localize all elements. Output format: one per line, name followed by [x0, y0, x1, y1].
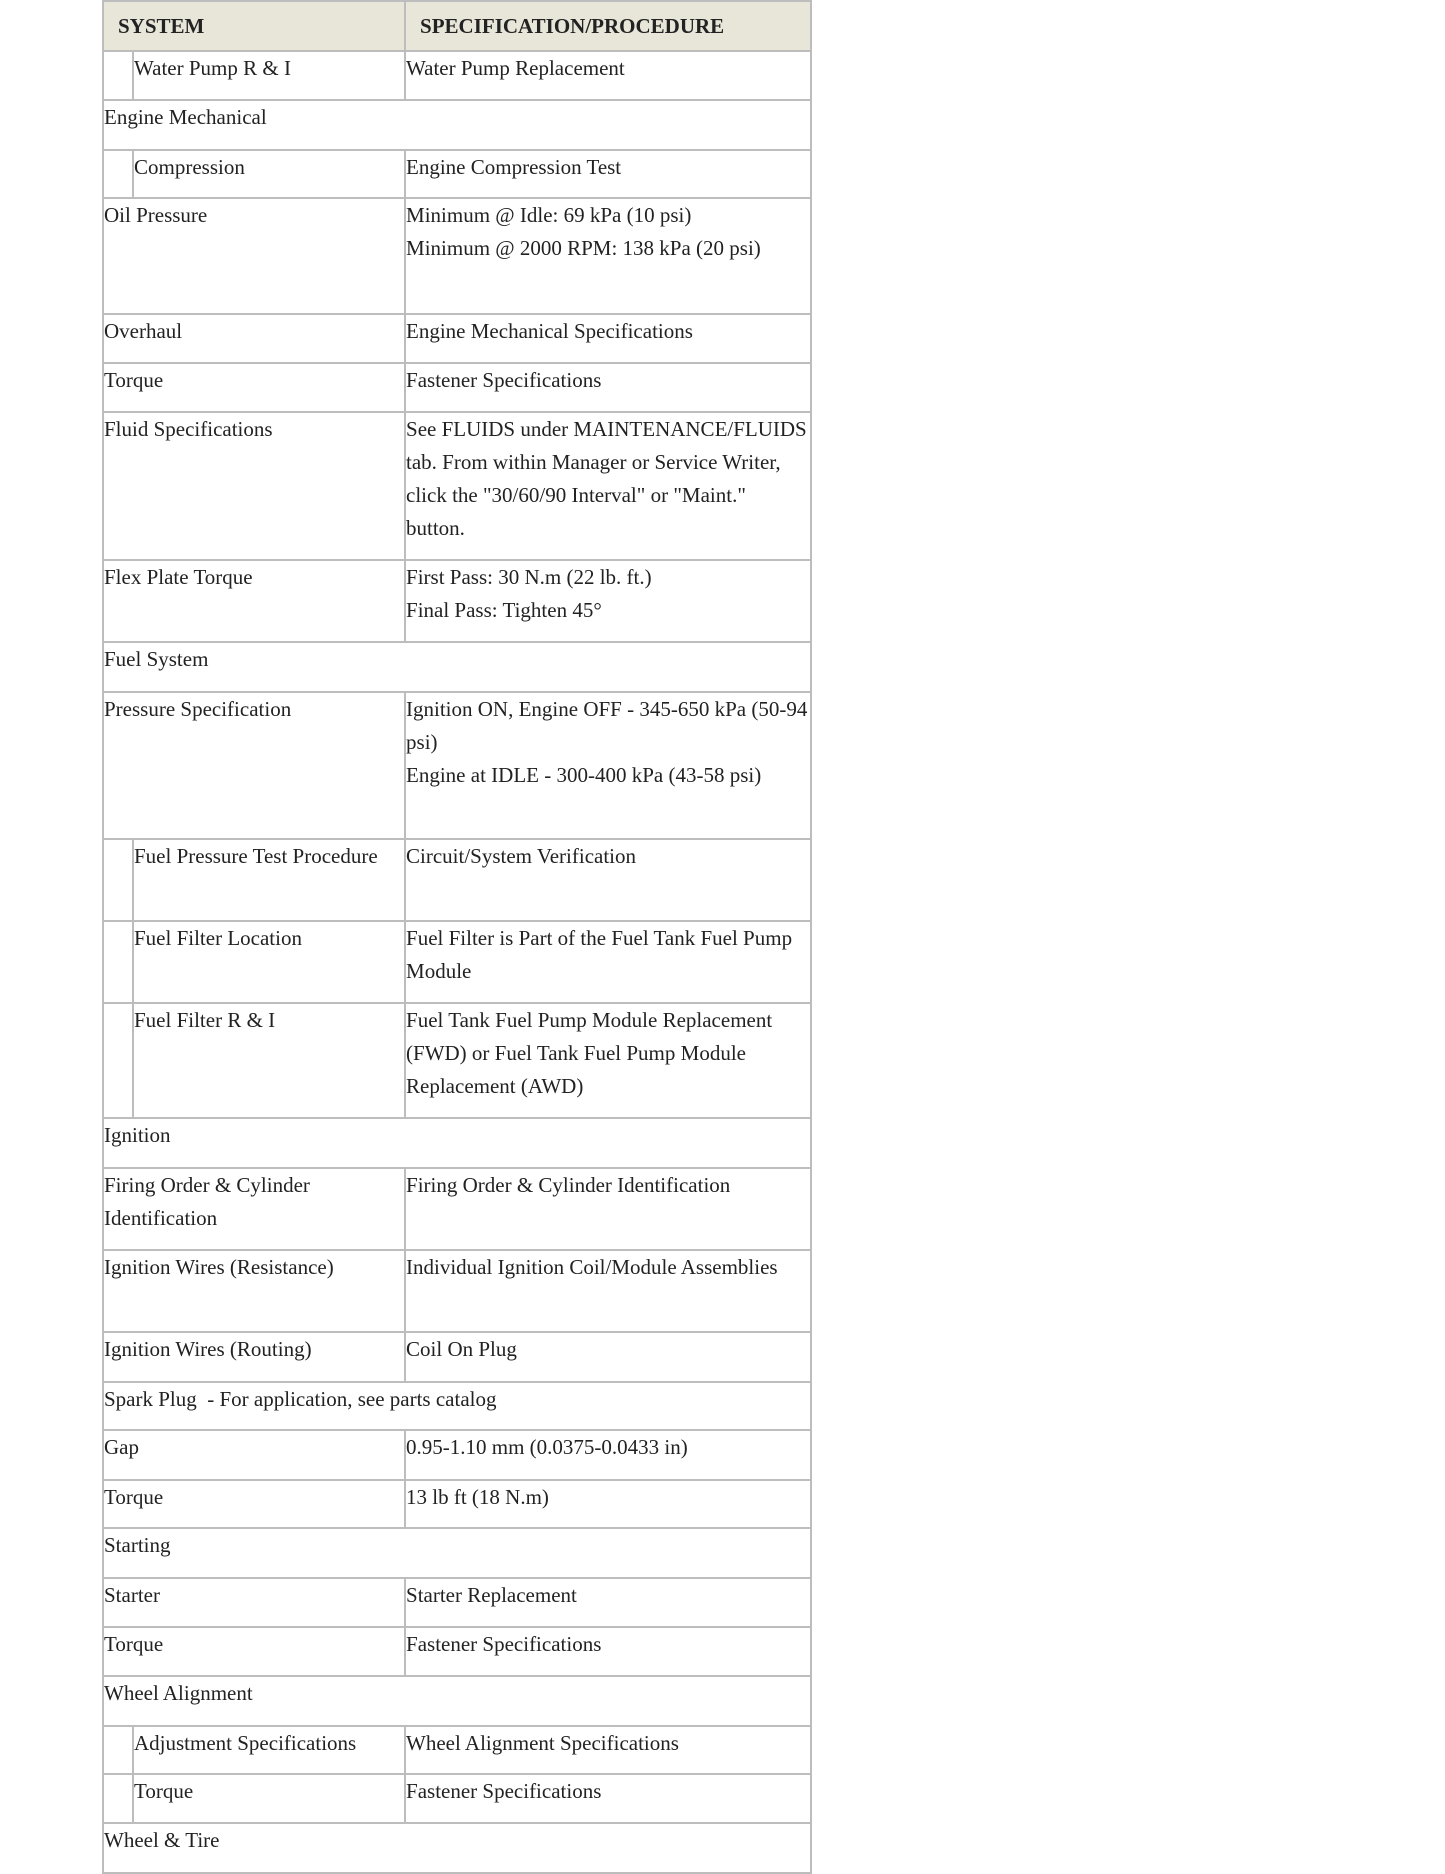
row-value: 13 lb ft (18 N.m)	[405, 1480, 811, 1528]
table-row	[103, 1627, 811, 1676]
specification-table	[102, 0, 812, 1874]
section-row	[103, 1823, 811, 1873]
row-label: Fuel Filter R & I	[133, 1003, 405, 1118]
table-row	[103, 1430, 811, 1480]
row-value	[405, 198, 811, 314]
section-title: Fuel System	[103, 642, 811, 692]
row-label: Firing Order & Cylinder Identification	[103, 1168, 405, 1250]
section-row	[103, 1676, 811, 1726]
row-label: Overhaul	[103, 314, 405, 363]
row-value-link[interactable]: Fastener Specifications	[405, 363, 811, 412]
row-label: Oil Pressure	[103, 198, 405, 314]
table-row	[103, 921, 811, 1003]
row-label: Fuel Pressure Test Procedure	[133, 839, 405, 921]
value-line: Minimum @ 2000 RPM: 138 kPa (20 psi)	[406, 236, 761, 260]
section-row	[103, 642, 811, 692]
row-value-link[interactable]: Fastener Specifications	[405, 1774, 811, 1823]
row-label: Torque	[133, 1774, 405, 1823]
section-row	[103, 1528, 811, 1578]
row-label: Ignition Wires (Routing)	[103, 1332, 405, 1382]
indent-cell	[103, 839, 133, 921]
value-line: Ignition ON, Engine OFF - 345-650 kPa (50-94 psi)	[406, 697, 808, 754]
row-label: Flex Plate Torque	[103, 560, 405, 642]
row-value-link[interactable]: Fastener Specifications	[405, 1627, 811, 1676]
row-value-link[interactable]: Fuel Tank Fuel Pump Module Replacement (FWD) or Fuel Tank Fuel Pump Module Replacement (AWD)	[405, 1003, 811, 1118]
row-label: Torque	[103, 1480, 405, 1528]
row-label: Torque	[103, 363, 405, 412]
table-row	[103, 1003, 811, 1118]
indent-cell	[103, 921, 133, 1003]
row-value: See FLUIDS under MAINTENANCE/FLUIDS tab. From within Manager or Service Writer, click the "30/60/90 Interval" or "Maint." button.	[405, 412, 811, 560]
table-row	[103, 1578, 811, 1627]
row-label: Torque	[103, 1627, 405, 1676]
value-line: Engine at IDLE - 300-400 kPa (43-58 psi)	[406, 763, 762, 787]
row-label: Adjustment Specifications	[133, 1726, 405, 1774]
table-row	[103, 560, 811, 642]
header-system: SYSTEM	[103, 1, 405, 51]
row-value	[405, 560, 811, 642]
row-label: Pressure Specification	[103, 692, 405, 839]
indent-cell	[103, 1726, 133, 1774]
indent-cell	[103, 1003, 133, 1118]
row-label: Gap	[103, 1430, 405, 1480]
table-row	[103, 1774, 811, 1823]
table-row	[103, 1726, 811, 1774]
row-label: Compression	[133, 150, 405, 198]
section-row	[103, 1382, 811, 1430]
section-title: Wheel Alignment	[103, 1676, 811, 1726]
row-value: Fuel Filter is Part of the Fuel Tank Fuel Pump Module	[405, 921, 811, 1003]
row-value-link[interactable]: Engine Mechanical Specifications	[405, 314, 811, 363]
table-row	[103, 1168, 811, 1250]
row-label: Fuel Filter Location	[133, 921, 405, 1003]
indent-cell	[103, 51, 133, 100]
row-label: Water Pump R & I	[133, 51, 405, 100]
row-value-link[interactable]: Wheel Alignment Specifications	[405, 1726, 811, 1774]
table-row	[103, 1250, 811, 1332]
table-header-row	[103, 1, 811, 51]
row-value-link[interactable]: Water Pump Replacement	[405, 51, 811, 100]
section-title: Ignition	[103, 1118, 811, 1168]
row-value-link[interactable]: Individual Ignition Coil/Module Assemblies	[405, 1250, 811, 1332]
section-row	[103, 1118, 811, 1168]
section-title: Starting	[103, 1528, 811, 1578]
table-row	[103, 692, 811, 839]
section-title: Wheel & Tire	[103, 1823, 811, 1873]
row-value-link[interactable]: Firing Order & Cylinder Identification	[405, 1168, 811, 1250]
row-value-link[interactable]: Engine Compression Test	[405, 150, 811, 198]
row-value-link[interactable]: Starter Replacement	[405, 1578, 811, 1627]
table-row	[103, 363, 811, 412]
indent-cell	[103, 150, 133, 198]
indent-cell	[103, 1774, 133, 1823]
row-value-link[interactable]: Circuit/System Verification	[405, 839, 811, 921]
section-row	[103, 100, 811, 150]
table-row	[103, 1332, 811, 1382]
table-row	[103, 150, 811, 198]
row-label: Starter	[103, 1578, 405, 1627]
value-line: First Pass: 30 N.m (22 lb. ft.)	[406, 565, 652, 589]
table-row	[103, 1480, 811, 1528]
section-title: Engine Mechanical	[103, 100, 811, 150]
table-row	[103, 412, 811, 560]
table-row	[103, 839, 811, 921]
row-value: Coil On Plug	[405, 1332, 811, 1382]
table-row	[103, 198, 811, 314]
table-row	[103, 314, 811, 363]
row-label: Ignition Wires (Resistance)	[103, 1250, 405, 1332]
value-line: Final Pass: Tighten 45°	[406, 598, 602, 622]
section-title: Spark Plug - For application, see parts catalog	[103, 1382, 811, 1430]
row-value	[405, 692, 811, 839]
header-spec: SPECIFICATION/PROCEDURE	[405, 1, 811, 51]
table-row	[103, 51, 811, 100]
row-value: 0.95-1.10 mm (0.0375-0.0433 in)	[405, 1430, 811, 1480]
value-line: Minimum @ Idle: 69 kPa (10 psi)	[406, 203, 692, 227]
row-label: Fluid Specifications	[103, 412, 405, 560]
